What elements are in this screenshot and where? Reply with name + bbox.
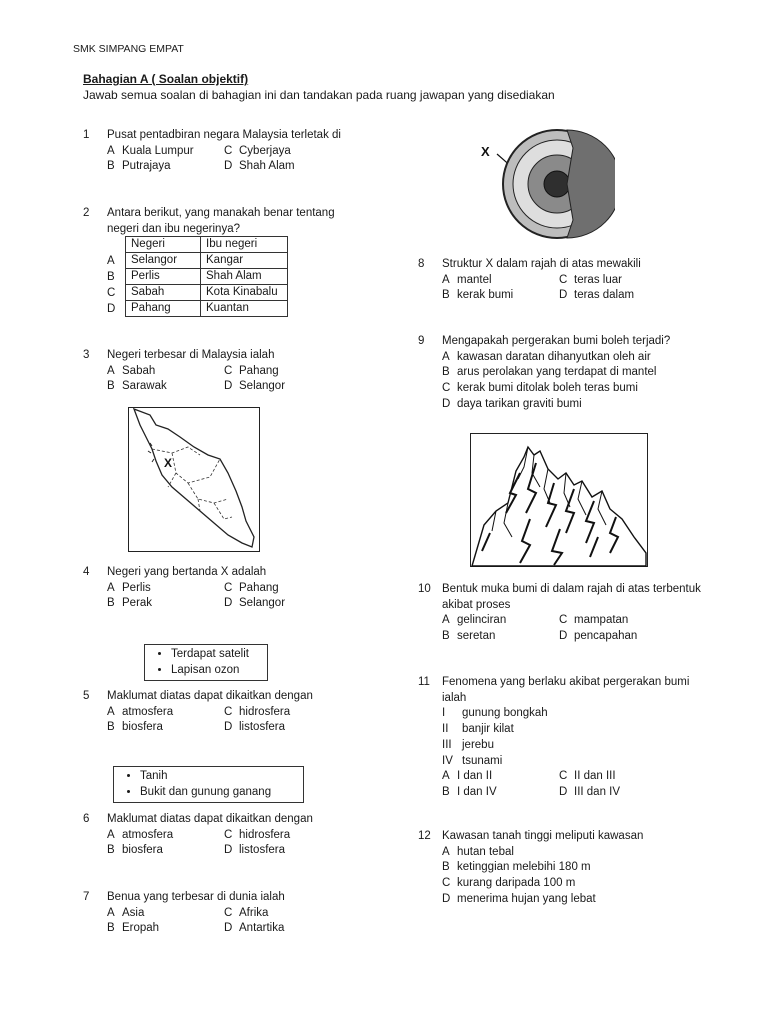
question-number: 5 [83,690,90,702]
option-c: C teras luar [559,273,622,286]
option-c: C kurang daripada 100 m [442,877,576,890]
peninsular-malaysia-map [128,407,260,552]
table-row-letters: A B C D [107,255,116,315]
option-c: C II dan III [559,770,616,783]
question-3 [83,348,285,395]
question-12 [418,829,643,908]
option-a: A Perlis [107,581,151,594]
option-b: B arus perolakan yang terdapat di mantel [442,366,657,379]
question-number: 7 [83,891,90,903]
question-2 [83,206,335,237]
option-d: D pencapahan [559,630,638,643]
question-number: 1 [83,129,90,141]
option-c: C Cyberjaya [224,144,291,157]
option-c: C kerak bumi ditolak boleh teras bumi [442,382,638,395]
question-text: Negeri terbesar di Malaysia ialah [107,349,275,361]
question-text-cont: akibat proses [442,598,511,611]
question-text: Pusat pentadbiran negara Malaysia terletak di [107,129,341,141]
option-b: B biosfera [107,721,163,734]
state-capital-table [125,236,288,317]
earth-structure-diagram [475,128,615,248]
question-number: 8 [418,258,425,270]
option-b: B Sarawak [107,380,167,393]
question-text: Maklumat diatas dapat dikaitkan dengan [107,813,313,825]
option-a: A mantel [442,273,492,286]
question-text-cont: negeri dan ibu negerinya? [107,222,240,235]
option-a: A Asia [107,906,145,919]
option-b: B seretan [442,630,496,643]
table-row: Sabah Kota Kinabalu [126,285,288,301]
option-d: D menerima hujan yang lebat [442,892,596,905]
info-item: • Bukit dan gunung ganang [140,785,297,801]
option-d: D listosfera [224,844,286,857]
inner-core [544,171,570,197]
option-d: D III dan IV [559,785,621,798]
option-d: D daya tarikan graviti bumi [442,397,582,410]
option-d: D listosfera [224,721,286,734]
info-box-q6 [113,766,304,803]
table-header-row [126,237,288,253]
question-text-cont: ialah [442,691,467,704]
table-header: Ibu negeri [201,237,288,253]
statement-iv: IV tsunami [442,754,503,767]
option-a: A gelinciran [442,614,507,627]
info-box-q5 [144,644,268,681]
question-11 [418,675,689,801]
question-8 [418,257,641,304]
option-d: D Antartika [224,922,285,935]
option-c: C Pahang [224,581,279,594]
option-d: D Selangor [224,597,286,610]
question-1 [83,128,341,175]
option-a: A atmosfera [107,828,174,841]
option-c: C Pahang [224,364,279,377]
table-row: Selangor Kangar [126,253,288,269]
question-text: Negeri yang bertanda X adalah [107,566,267,578]
statement-ii: II banjir kilat [442,723,514,736]
option-c: C hidrosfera [224,828,291,841]
question-number: 9 [418,335,425,347]
section-title: Bahagian A ( Soalan objektif) [83,72,249,86]
option-d: D Selangor [224,380,286,393]
question-5 [83,689,313,736]
option-b: B I dan IV [442,785,497,798]
question-number: 6 [83,813,90,825]
question-text: Antara berikut, yang manakah benar tentang [107,207,335,219]
option-d: D Shah Alam [224,160,295,173]
statement-iii: III jerebu [442,738,494,751]
statement-i: I gunung bongkah [442,707,548,720]
option-a: A Sabah [107,364,156,377]
question-number: 3 [83,349,90,361]
option-b: B Eropah [107,922,160,935]
option-c: C hidrosfera [224,705,291,718]
table-header: Negeri [126,237,201,253]
question-text: Benua yang terbesar di dunia ialah [107,891,285,903]
question-9 [418,334,670,413]
option-c: C Afrika [224,906,269,919]
option-b: B ketinggian melebihi 180 m [442,861,591,874]
question-7 [83,890,285,937]
map-x-label: X [164,456,173,470]
question-number: 11 [418,676,430,688]
option-b: B Perak [107,597,153,610]
option-b: B kerak bumi [442,289,514,302]
info-item: • Terdapat satelit [171,647,261,663]
option-a: A Kuala Lumpur [107,144,194,157]
question-number: 4 [83,566,90,578]
option-a: A kawasan daratan dihanyutkan oleh air [442,350,651,363]
question-number: 2 [83,207,90,219]
school-name: SMK SIMPANG EMPAT [73,43,184,55]
question-number: 10 [418,583,431,595]
question-4 [83,565,285,612]
question-text: Struktur X dalam rajah di atas mewakili [442,258,641,270]
option-a: A atmosfera [107,705,174,718]
question-number: 12 [418,830,431,842]
info-item: • Tanih [140,769,297,785]
table-row: Perlis Shah Alam [126,269,288,285]
cutaway-section [567,130,615,238]
section-instruction: Jawab semua soalan di bahagian ini dan tandakan pada ruang jawapan yang disediakan [83,88,555,102]
question-10 [418,582,701,645]
option-b: B Putrajaya [107,160,171,173]
question-text: Maklumat diatas dapat dikaitkan dengan [107,690,313,702]
info-item: • Lapisan ozon [171,663,261,679]
earth-x-label: X [481,144,490,159]
option-d: D teras dalam [559,289,635,302]
mountain-illustration [470,433,648,567]
option-a: A I dan II [442,770,493,783]
question-text: Kawasan tanah tinggi meliputi kawasan [442,830,644,842]
option-a: A hutan tebal [442,845,514,858]
question-text: Mengapakah pergerakan bumi boleh terjadi? [442,335,671,347]
option-b: B biosfera [107,844,163,857]
question-text: Fenomena yang berlaku akibat pergerakan bumi [442,676,690,688]
table-row: Pahang Kuantan [126,301,288,317]
option-c: C mampatan [559,614,629,627]
question-text: Bentuk muka bumi di dalam rajah di atas terbentuk [442,583,701,595]
question-6 [83,812,313,859]
